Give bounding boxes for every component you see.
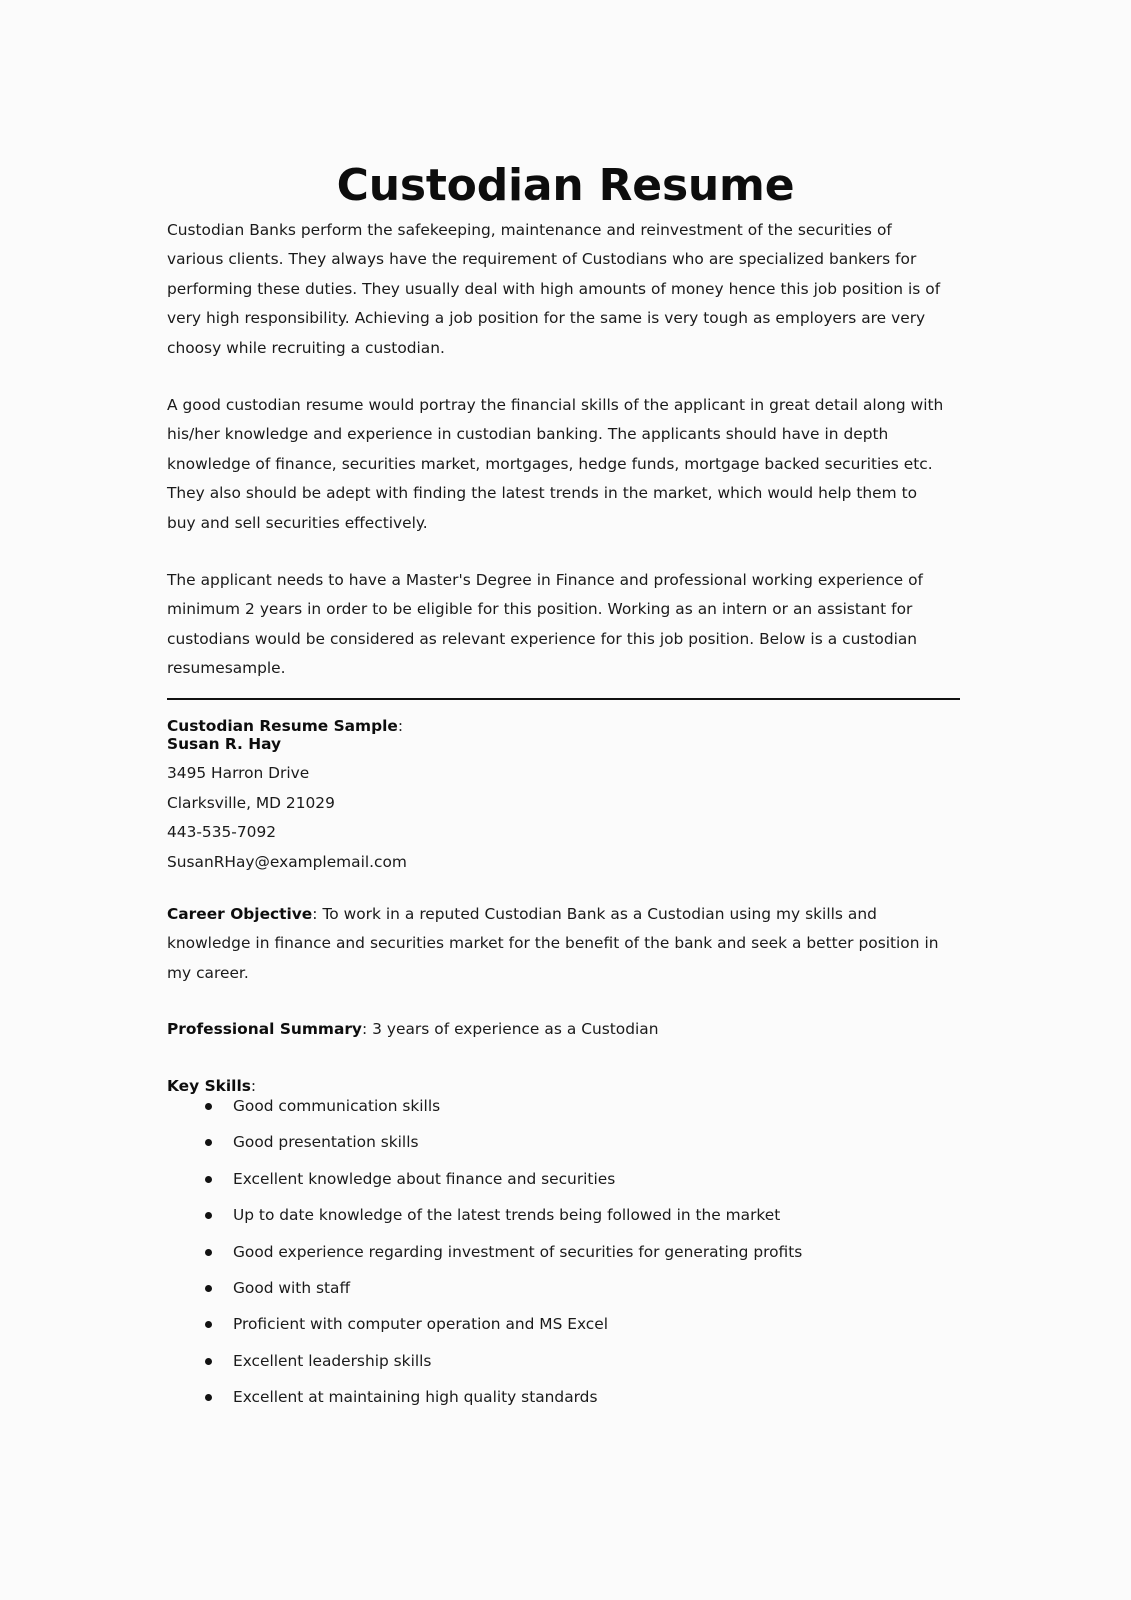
bullet-icon <box>205 1212 212 1219</box>
contact-street: 3495 Harron Drive <box>167 764 310 783</box>
list-item <box>167 1387 945 1407</box>
contact-phone: 443-535-7092 <box>167 823 277 842</box>
intro-paragraph-2: A good custodian resume would portray the financial skills of the applicant in great detail along with his/her knowledge and experience in custodian banking. The applicants should have in depth knowledge of finance, securities market, mortgages, hedge funds, mortgage backed securities etc. They also should be adept with finding the latest trends in the market, which would help them to buy and sell securities effectively. <box>167 396 944 532</box>
list-item-label: Excellent at maintaining high quality standards <box>233 1388 598 1407</box>
list-item <box>167 1205 945 1225</box>
intro-paragraph-1: Custodian Banks perform the safekeeping, maintenance and reinvestment of the securities of various clients. They always have the requirement of Custodians who are specialized bankers for performing these duties. They usually deal with high amounts of money hence this job position is of very high responsibility. Achieving a job position for the same is very tough as employers are very choosy while recruiting a custodian. <box>167 221 941 357</box>
list-item-label: Good presentation skills <box>233 1133 419 1152</box>
list-item-label: Good experience regarding investment of securities for generating profits <box>233 1242 803 1261</box>
sample-heading-label: Custodian Resume Sample <box>167 716 398 735</box>
professional-summary-label: Professional Summary <box>167 1020 362 1039</box>
key-skills-list <box>167 1096 945 1424</box>
professional-summary-section <box>167 1015 945 1044</box>
professional-summary-text <box>167 1015 945 1044</box>
contact-city-state-zip: Clarksville, MD 21029 <box>167 793 335 812</box>
bullet-icon <box>205 1249 212 1256</box>
list-item-label: Proficient with computer operation and MS Excel <box>233 1315 609 1334</box>
list-item <box>167 1278 945 1298</box>
list-item <box>167 1242 945 1262</box>
career-objective-section <box>167 900 945 988</box>
page-title: Custodian Resume <box>336 160 795 212</box>
intro-section <box>167 216 945 741</box>
candidate-name: Susan R. Hay <box>167 735 282 753</box>
list-item-label: Excellent knowledge about finance and securities <box>233 1169 616 1188</box>
bullet-icon <box>205 1321 212 1328</box>
key-skills-label: Key Skills <box>167 1076 251 1095</box>
list-item <box>167 1169 945 1189</box>
resume-sections <box>167 900 945 1101</box>
career-objective-text <box>167 900 945 988</box>
bullet-icon <box>205 1285 212 1292</box>
bullet-icon <box>205 1358 212 1365</box>
list-item-label: Good with staff <box>233 1278 351 1297</box>
list-item <box>167 1096 945 1116</box>
career-objective-body: To work in a reputed Custodian Bank as a Custodian using my skills and knowledge in finance and securities market for the benefit of the bank and seek a better position in my career. <box>167 905 939 982</box>
bullet-icon <box>205 1394 212 1401</box>
professional-summary-separator: : <box>361 1020 373 1039</box>
professional-summary-body: 3 years of experience as a Custodian <box>372 1020 659 1039</box>
contact-block <box>167 730 945 877</box>
list-item <box>167 1351 945 1371</box>
list-item-label: Up to date knowledge of the latest trends being followed in the market <box>233 1206 781 1225</box>
key-skills-separator: : <box>250 1076 257 1095</box>
contact-email: SusanRHay@examplemail.com <box>167 852 407 871</box>
bullet-icon <box>205 1103 212 1110</box>
sample-heading-suffix: : <box>397 716 404 735</box>
list-item <box>167 1132 945 1152</box>
career-objective-label: Career Objective <box>167 905 313 923</box>
bullet-icon <box>205 1139 212 1146</box>
list-item-label: Good communication skills <box>233 1097 441 1115</box>
list-item-label: Excellent leadership skills <box>233 1351 432 1370</box>
career-objective-separator: : <box>312 905 323 923</box>
section-divider <box>167 698 960 700</box>
list-item <box>167 1314 945 1334</box>
intro-paragraph-3: The applicant needs to have a Master's Degree in Finance and professional working experience of minimum 2 years in order to be eligible for this position. Working as an intern or an assistant for custodians would be considered as relevant experience for this job position. Below is a custodian resumesample. <box>167 571 923 678</box>
bullet-icon <box>205 1176 212 1183</box>
